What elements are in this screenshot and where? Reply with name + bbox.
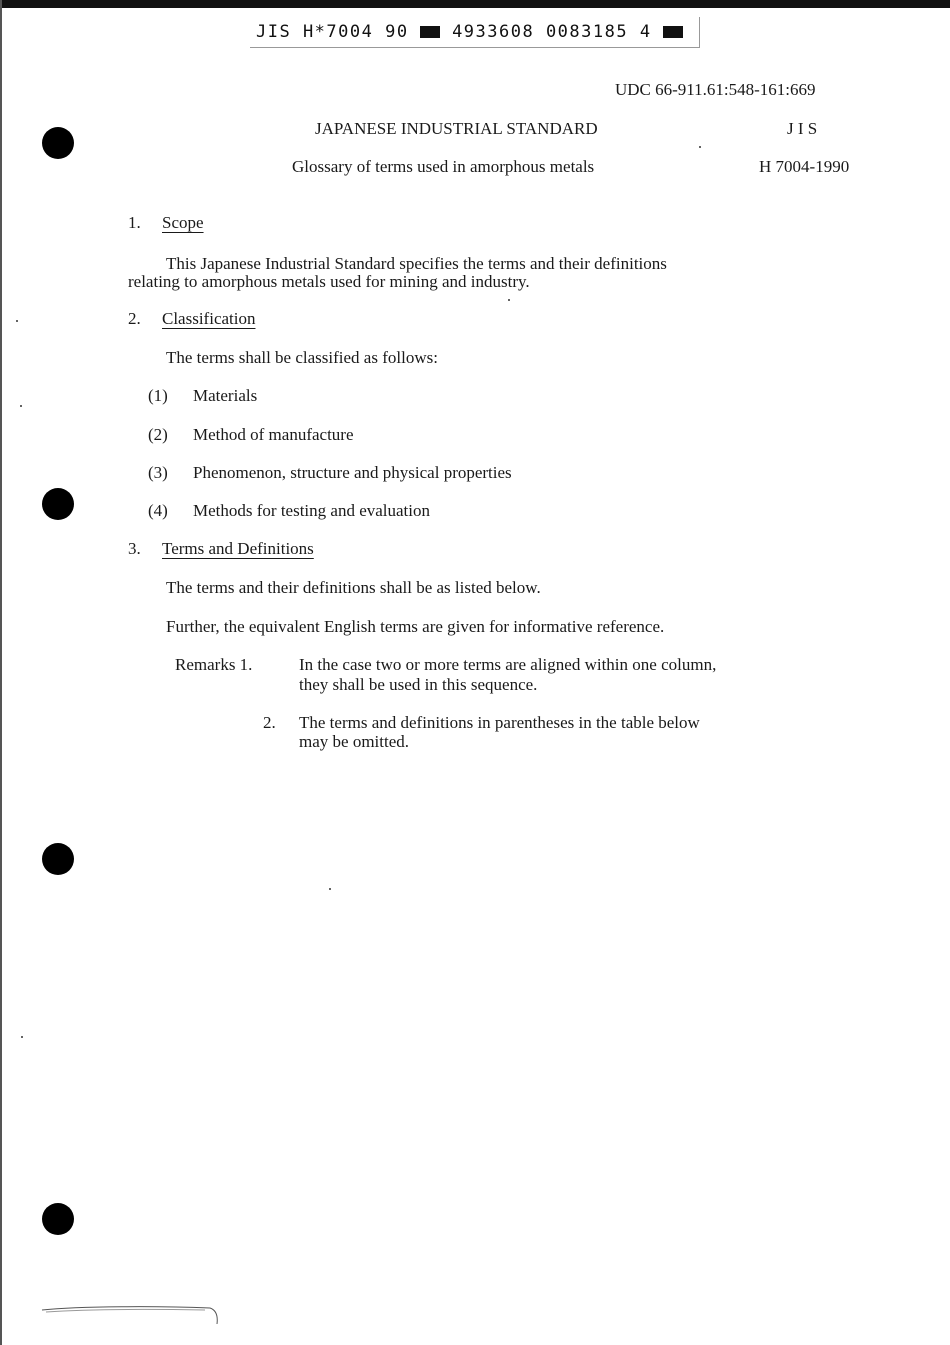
scan-speck bbox=[329, 888, 331, 890]
jis-label: J I S bbox=[787, 119, 818, 138]
section-classification-number: 2. bbox=[128, 309, 141, 328]
header-code-line bbox=[256, 22, 683, 42]
classification-item-text: Phenomenon, structure and physical properties bbox=[193, 463, 512, 482]
scan-speck bbox=[21, 1036, 23, 1038]
header-code-b: 4933608 0083185 4 bbox=[452, 22, 652, 42]
section-scope-heading: Scope bbox=[162, 213, 204, 232]
classification-item-text: Methods for testing and evaluation bbox=[193, 501, 431, 520]
standard-label: JAPANESE INDUSTRIAL STANDARD bbox=[315, 119, 598, 138]
punch-hole bbox=[42, 127, 74, 159]
terms-paragraph-2: Further, the equivalent English terms are given for informative reference. bbox=[166, 617, 665, 636]
scope-text-line2: relating to amorphous metals used for mining and industry. bbox=[128, 272, 530, 291]
scan-speck bbox=[508, 299, 510, 301]
classification-item-number: (2) bbox=[148, 425, 168, 444]
document-title: Glossary of terms used in amorphous metals bbox=[292, 157, 595, 176]
document-number: H 7004-1990 bbox=[759, 157, 850, 176]
scan-speck bbox=[16, 320, 18, 322]
classification-intro: The terms shall be classified as follows: bbox=[166, 348, 438, 367]
classification-item-number: (3) bbox=[148, 463, 168, 482]
classification-item-number: (4) bbox=[148, 501, 168, 520]
section-classification-heading: Classification bbox=[162, 309, 256, 328]
section-terms-number: 3. bbox=[128, 539, 141, 558]
section-terms-heading: Terms and Definitions bbox=[162, 539, 314, 558]
classification-item-text: Method of manufacture bbox=[193, 425, 354, 444]
section-scope-number: 1. bbox=[128, 213, 141, 232]
scan-left-edge bbox=[0, 0, 2, 1345]
classification-item-number: (1) bbox=[148, 386, 168, 405]
punch-hole bbox=[42, 843, 74, 875]
remarks-label: Remarks 1. bbox=[175, 655, 253, 674]
punch-hole bbox=[42, 1203, 74, 1235]
udc-number: UDC 66-911.61:548-161:669 bbox=[615, 80, 816, 99]
remark-2-line1: The terms and definitions in parentheses in the table below bbox=[299, 713, 700, 732]
punch-hole bbox=[42, 488, 74, 520]
remark-1-line1: In the case two or more terms are aligned within one column, bbox=[299, 655, 717, 674]
header-black-block-icon bbox=[420, 26, 440, 38]
paper-curl-mark bbox=[40, 1300, 220, 1330]
remark-1-line2: they shall be used in this sequence. bbox=[299, 675, 538, 694]
scan-speck bbox=[699, 146, 701, 148]
classification-item-text: Materials bbox=[193, 386, 258, 405]
terms-paragraph-1: The terms and their definitions shall be as listed below. bbox=[166, 578, 541, 597]
remark-2-number: 2. bbox=[263, 713, 276, 732]
remark-2-line2: may be omitted. bbox=[299, 732, 410, 751]
header-code-a: JIS H*7004 90 bbox=[256, 22, 409, 42]
scan-speck bbox=[20, 405, 22, 407]
scan-top-border bbox=[0, 0, 950, 8]
scope-text-line1: This Japanese Industrial Standard specifies the terms and their definitions bbox=[166, 254, 667, 273]
header-black-block-icon bbox=[663, 26, 683, 38]
